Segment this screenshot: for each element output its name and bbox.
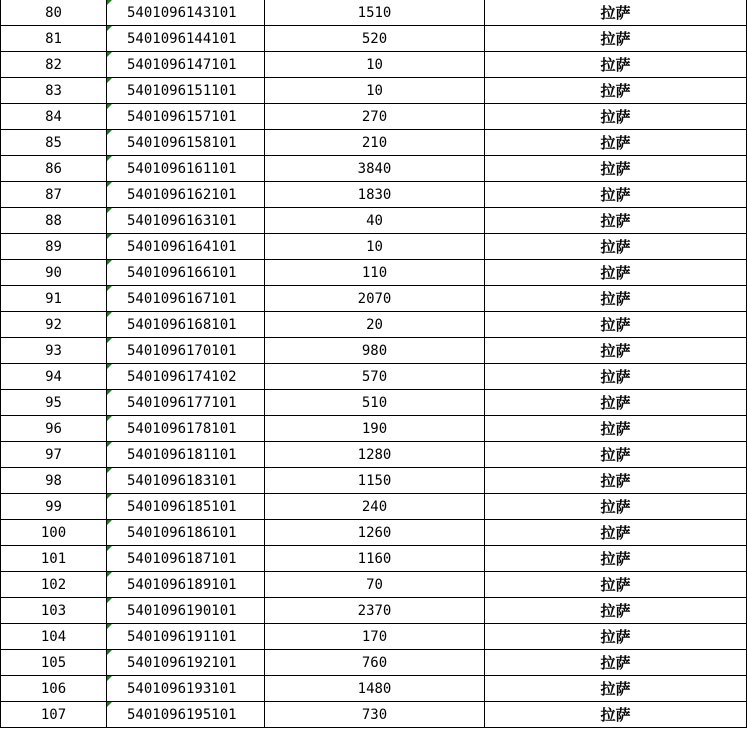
code-cell[interactable]: 5401096143101 [107, 0, 265, 26]
code-cell[interactable]: 5401096157101 [107, 104, 265, 130]
code-cell[interactable]: 5401096164101 [107, 234, 265, 260]
amount-cell[interactable]: 1510 [265, 0, 485, 26]
code-cell[interactable]: 5401096158101 [107, 130, 265, 156]
table-row [1, 182, 747, 208]
amount-cell[interactable]: 190 [265, 416, 485, 442]
row-index-cell[interactable]: 92 [1, 312, 107, 338]
code-cell[interactable]: 5401096192101 [107, 650, 265, 676]
city-cell[interactable]: 拉萨 [485, 364, 747, 390]
row-index-cell[interactable]: 99 [1, 494, 107, 520]
code-cell[interactable]: 5401096147101 [107, 52, 265, 78]
row-index-cell[interactable]: 89 [1, 234, 107, 260]
row-index-cell[interactable]: 100 [1, 520, 107, 546]
row-index-cell[interactable]: 81 [1, 26, 107, 52]
code-cell[interactable]: 5401096167101 [107, 286, 265, 312]
city-cell[interactable]: 拉萨 [485, 572, 747, 598]
city-cell[interactable]: 拉萨 [485, 260, 747, 286]
row-index-cell[interactable]: 107 [1, 702, 107, 728]
code-cell[interactable]: 5401096151101 [107, 78, 265, 104]
table-row [1, 130, 747, 156]
table-row [1, 260, 747, 286]
table-row [1, 676, 747, 702]
amount-cell[interactable]: 20 [265, 312, 485, 338]
table-row [1, 520, 747, 546]
table-row [1, 702, 747, 728]
amount-cell[interactable]: 40 [265, 208, 485, 234]
row-index-cell[interactable]: 94 [1, 364, 107, 390]
amount-cell[interactable]: 70 [265, 572, 485, 598]
city-cell[interactable]: 拉萨 [485, 52, 747, 78]
city-cell[interactable]: 拉萨 [485, 494, 747, 520]
row-index-cell[interactable]: 87 [1, 182, 107, 208]
code-cell[interactable]: 5401096195101 [107, 702, 265, 728]
table-row [1, 442, 747, 468]
city-cell[interactable]: 拉萨 [485, 104, 747, 130]
amount-cell[interactable]: 1150 [265, 468, 485, 494]
table-row [1, 546, 747, 572]
city-cell[interactable]: 拉萨 [485, 598, 747, 624]
code-cell[interactable]: 5401096161101 [107, 156, 265, 182]
amount-cell[interactable]: 730 [265, 702, 485, 728]
code-cell[interactable]: 5401096186101 [107, 520, 265, 546]
table-row [1, 78, 747, 104]
code-cell[interactable]: 5401096181101 [107, 442, 265, 468]
amount-cell[interactable]: 1160 [265, 546, 485, 572]
table-row [1, 468, 747, 494]
table-row [1, 338, 747, 364]
amount-cell[interactable]: 1830 [265, 182, 485, 208]
amount-cell[interactable]: 520 [265, 26, 485, 52]
table-body [1, 0, 747, 728]
city-cell[interactable]: 拉萨 [485, 182, 747, 208]
row-index-cell[interactable]: 102 [1, 572, 107, 598]
city-cell[interactable]: 拉萨 [485, 676, 747, 702]
table-row [1, 234, 747, 260]
amount-cell[interactable]: 10 [265, 78, 485, 104]
table-row [1, 26, 747, 52]
code-cell[interactable]: 5401096185101 [107, 494, 265, 520]
amount-cell[interactable]: 3840 [265, 156, 485, 182]
row-index-cell[interactable]: 90 [1, 260, 107, 286]
code-cell[interactable]: 5401096166101 [107, 260, 265, 286]
table-row [1, 156, 747, 182]
table-row [1, 0, 747, 26]
amount-cell[interactable]: 170 [265, 624, 485, 650]
row-index-cell[interactable]: 103 [1, 598, 107, 624]
table-row [1, 104, 747, 130]
table-row [1, 52, 747, 78]
table-row [1, 208, 747, 234]
city-cell[interactable]: 拉萨 [485, 468, 747, 494]
row-index-cell[interactable]: 96 [1, 416, 107, 442]
row-index-cell[interactable]: 83 [1, 78, 107, 104]
amount-cell[interactable]: 1480 [265, 676, 485, 702]
city-cell[interactable]: 拉萨 [485, 520, 747, 546]
amount-cell[interactable]: 210 [265, 130, 485, 156]
city-cell[interactable]: 拉萨 [485, 312, 747, 338]
table-row [1, 416, 747, 442]
amount-cell[interactable]: 510 [265, 390, 485, 416]
amount-cell[interactable]: 1280 [265, 442, 485, 468]
code-cell[interactable]: 5401096178101 [107, 416, 265, 442]
row-index-cell[interactable]: 95 [1, 390, 107, 416]
code-cell[interactable]: 5401096191101 [107, 624, 265, 650]
row-index-cell[interactable]: 97 [1, 442, 107, 468]
amount-cell[interactable]: 10 [265, 52, 485, 78]
city-cell[interactable]: 拉萨 [485, 26, 747, 52]
amount-cell[interactable]: 270 [265, 104, 485, 130]
code-cell[interactable]: 5401096193101 [107, 676, 265, 702]
city-cell[interactable]: 拉萨 [485, 624, 747, 650]
table-row [1, 390, 747, 416]
row-index-cell[interactable]: 104 [1, 624, 107, 650]
code-cell[interactable]: 5401096174102 [107, 364, 265, 390]
table-row [1, 364, 747, 390]
city-cell[interactable]: 拉萨 [485, 208, 747, 234]
row-index-cell[interactable]: 91 [1, 286, 107, 312]
row-index-cell[interactable]: 106 [1, 676, 107, 702]
table-row [1, 598, 747, 624]
row-index-cell[interactable]: 84 [1, 104, 107, 130]
code-cell[interactable]: 5401096189101 [107, 572, 265, 598]
row-index-cell[interactable]: 88 [1, 208, 107, 234]
city-cell[interactable]: 拉萨 [485, 338, 747, 364]
row-index-cell[interactable]: 98 [1, 468, 107, 494]
city-cell[interactable]: 拉萨 [485, 442, 747, 468]
code-cell[interactable]: 5401096190101 [107, 598, 265, 624]
code-cell[interactable]: 5401096183101 [107, 468, 265, 494]
amount-cell[interactable]: 240 [265, 494, 485, 520]
amount-cell[interactable]: 2370 [265, 598, 485, 624]
city-cell[interactable]: 拉萨 [485, 234, 747, 260]
table-row [1, 624, 747, 650]
code-cell[interactable]: 5401096177101 [107, 390, 265, 416]
row-index-cell[interactable]: 80 [1, 0, 107, 26]
row-index-cell[interactable]: 85 [1, 130, 107, 156]
amount-cell[interactable]: 570 [265, 364, 485, 390]
city-cell[interactable]: 拉萨 [485, 650, 747, 676]
amount-cell[interactable]: 110 [265, 260, 485, 286]
row-index-cell[interactable]: 93 [1, 338, 107, 364]
row-index-cell[interactable]: 82 [1, 52, 107, 78]
amount-cell[interactable]: 2070 [265, 286, 485, 312]
code-cell[interactable]: 5401096187101 [107, 546, 265, 572]
table-row [1, 312, 747, 338]
city-cell[interactable]: 拉萨 [485, 130, 747, 156]
city-cell[interactable]: 拉萨 [485, 546, 747, 572]
city-cell[interactable]: 拉萨 [485, 390, 747, 416]
city-cell[interactable]: 拉萨 [485, 416, 747, 442]
table-row [1, 286, 747, 312]
code-cell[interactable]: 5401096163101 [107, 208, 265, 234]
code-cell[interactable]: 5401096168101 [107, 312, 265, 338]
table-row [1, 572, 747, 598]
row-index-cell[interactable]: 86 [1, 156, 107, 182]
city-cell[interactable]: 拉萨 [485, 0, 747, 26]
city-cell[interactable]: 拉萨 [485, 702, 747, 728]
code-cell[interactable]: 5401096170101 [107, 338, 265, 364]
city-cell[interactable]: 拉萨 [485, 156, 747, 182]
code-cell[interactable]: 5401096162101 [107, 182, 265, 208]
city-cell[interactable]: 拉萨 [485, 78, 747, 104]
city-cell[interactable]: 拉萨 [485, 286, 747, 312]
table-row [1, 494, 747, 520]
amount-cell[interactable]: 10 [265, 234, 485, 260]
row-index-cell[interactable]: 105 [1, 650, 107, 676]
amount-cell[interactable]: 1260 [265, 520, 485, 546]
table-row [1, 650, 747, 676]
amount-cell[interactable]: 980 [265, 338, 485, 364]
row-index-cell[interactable]: 101 [1, 546, 107, 572]
code-cell[interactable]: 5401096144101 [107, 26, 265, 52]
amount-cell[interactable]: 760 [265, 650, 485, 676]
